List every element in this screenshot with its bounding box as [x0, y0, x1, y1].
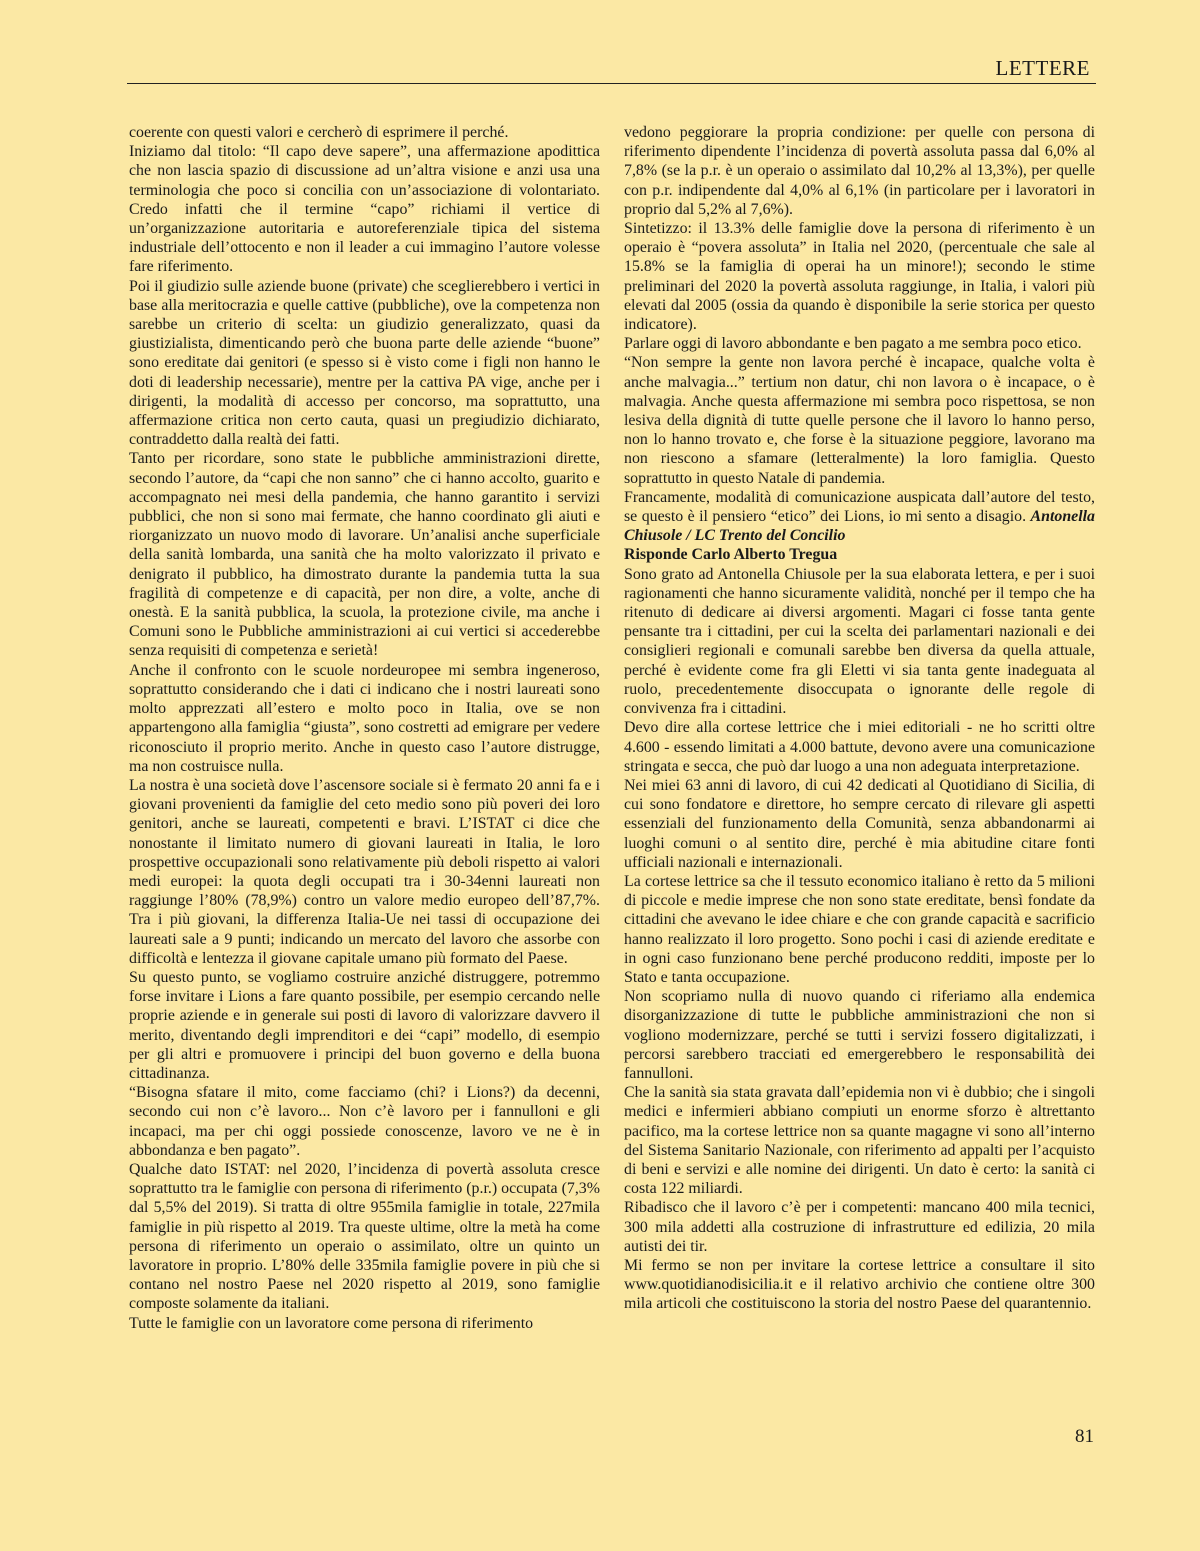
reply-paragraph: Devo dire alla cortese lettrice che i miei editoriali - ne ho scritti oltre 4.600 - essendo limitati a 4.000 battute, devono avere una comunicazione stringata e secca, che può dar luogo a una non adeguata interpretazione. [624, 719, 1095, 775]
paragraph: Su questo punto, se vogliamo costruire anziché distruggere, potremmo forse invitare i Lions a fare quanto possibile, per esempio cercando nelle proprie aziende e in generale sui posti di lavoro di valorizzare davvero il merito, diventando degli imprenditori e dei “capi” modello, di esempio per gli altri e promuovere i principi del buon governo e della buona cittadinanza. [129, 968, 600, 1082]
paragraph: Sintetizzo: il 13.3% delle famiglie dove la persona di riferimento è un operaio è “povera assoluta” in Italia nel 2020, (percentuale che sale al 15.8% se la famiglia di operai ha un minore!); secondo le stime preliminari del 2020 la povertà assoluta raggiunge, in Italia, i valori più elevati dal 2005 (ossia da quando è disponibile la serie storica per questo indicatore). [624, 220, 1095, 334]
closing-text: Francamente, modalità di comunicazione auspicata dall’autore del testo, se questo è il pensiero “etico” dei Lions, io mi sento a disagio. [624, 488, 1095, 526]
paragraph: La nostra è una società dove l’ascensore sociale si è fermato 20 anni fa e i giovani provenienti da famiglie del ceto medio sono più poveri dei loro genitori, anche se laureati, competenti e bravi. L’ISTAT ci dice che nonostante il limitato numero di giovani laureati in Italia, le loro prospettive occupazionali sono relativamente più deboli rispetto ai valori medi europei: la quota degli occupati tra i 30-34enni laureati non raggiunge l’80% (78,9%) contro un valore medio europeo dell’87,7%. Tra i più giovani, la differenza Italia-Ue nei tassi di occupazione dei laureati sale a 9 punti; indicando un mercato del lavoro che assorbe con difficoltà e lentezza il giovane capitale umano più formato del Paese. [129, 776, 600, 967]
paragraph: Iniziamo dal titolo: “Il capo deve sapere”, una affermazione apodittica che non lascia spazio di discussione ad un’altra visione e anzi usa una terminologia che poco si concilia con un’associazione di volontariato. Credo infatti che il termine “capo” richiami il vertice di un’organizzazione autoritaria e autoreferenziale tipica del sistema industriale dell’ottocento e non il leader a cui immagino l’autore volesse fare riferimento. [129, 143, 600, 276]
left-column [129, 123, 600, 1333]
paragraph: Parlare oggi di lavoro abbondante e ben pagato a me sembra poco etico. [624, 335, 1082, 353]
reply-paragraph: Mi fermo se non per invitare la cortese lettrice a consultare il sito www.quotidianodisicilia.it e il relativo archivio che contiene oltre 300 mila articoli che costituiscono la storia del nostro Paese del quarantennio. [624, 1256, 1095, 1313]
page-number: 81 [1075, 1426, 1094, 1447]
closing-paragraph [624, 488, 1095, 546]
reply-paragraph: Non scopriamo nulla di nuovo quando ci riferiamo alla endemica disorganizzazione di tutte le pubbliche amministrazioni che non si vogliono modernizzare, perché se tutti i servizi fossero digitalizzati, i percorsi sarebbero tracciati ed emergerebbero le responsabilità dei fannulloni. [624, 988, 1095, 1082]
header-rule [127, 83, 1096, 84]
letter-signature: Antonella Chiusole / LC Trento del Concilio [624, 508, 1095, 545]
section-title: LETTERE [995, 56, 1090, 80]
reply-paragraph: La cortese lettrice sa che il tessuto economico italiano è retto da 5 milioni di piccole e medie imprese che non sono state ereditate, bensì fondate da cittadini che avevano le idee chiare e che con grande capacità e sacrificio hanno realizzato il loro progetto. Sono pochi i casi di aziende ereditate e in ogni caso funzionano bene perché producono redditi, imposte per lo Stato e tanta occupazione. [624, 872, 1095, 986]
right-column [624, 123, 1095, 1314]
paragraph: Anche il confronto con le scuole nordeuropee mi sembra ingeneroso, soprattutto considerando che i dati ci indicano che i nostri laureati sono molto apprezzati all’estero e molto poco in Italia, ove se non appartengono alla famiglia “giusta”, sono costretti ad emigrare per vedere riconosciuto il proprio merito. Anche in questo caso l’autore distrugge, ma non costruisce nulla. [129, 661, 600, 775]
paragraph: coerente con questi valori e cercherò di esprimere il perché. [129, 124, 509, 141]
paragraph: Tutte le famiglie con un lavoratore come persona di riferimento [129, 1314, 534, 1332]
paragraph: Tanto per ricordare, sono state le pubbliche amministrazioni dirette, secondo l’autore, da “capi che non sanno” che ci hanno accolto, guarito e accompagnato nei mesi della pandemia, che hanno garantito i servizi pubblici, che non si sono mai fermate, che hanno coordinato gli aiuti e riorganizzato un nuovo modo di lavorare. Un’analisi anche superficiale della sanità lombarda, una sanità che ha molto valorizzato il privato e denigrato il pubblico, ha dimostrato durante la pandemia tutta la sua fragilità di competenze e di capacità, per non dire, a volte, anche di onestà. E la sanità pubblica, la scuola, la protezione civile, ma anche i Comuni sono le Pubbliche amministrazioni ai cui vertici si accederebbe senza requisiti di competenza e serietà! [129, 450, 600, 660]
reply-paragraph: Che la sanità sia stata gravata dall’epidemia non vi è dubbio; che i singoli medici e infermieri abbiano compiuti un enorme sforzo è altrettanto pacifico, ma la cortese lettrice non sa quante magagne vi sono all’interno del Sistema Sanitario Nazionale, con riferimento ad appalti per l’acquisto di beni e servizi e alle nomine dei dirigenti. Un dato è certo: la sanità ci costa 122 miliardi. [624, 1084, 1095, 1198]
reply-paragraph: Nei miei 63 anni di lavoro, di cui 42 dedicati al Quotidiano di Sicilia, di cui sono fondatore e direttore, ho sempre cercato di rilevare gli aspetti essenziali del funzionamento della Comunità, senza abbandonarmi ai luoghi comuni o al sentito dire, perché è mia abitudine citare fonti ufficiali nazionali e internazionali. [624, 776, 1095, 871]
paragraph: “Non sempre la gente non lavora perché è incapace, qualche volta è anche malvagia...” tertium non datur, chi non lavora o è incapace, o è malvagia. Anche questa affermazione mi sembra poco rispettosa, se non lesiva della dignità di tutte quelle persone che il lavoro lo hanno perso, non lo hanno trovato e, che forse è la situazione peggiore, lavorano ma non riescono a sfamare (letteralmente) la loro famiglia. Questo soprattutto in questo Natale di pandemia. [624, 354, 1095, 487]
paragraph: vedono peggiorare la propria condizione: per quelle con persona di riferimento dipendente l’incidenza di povertà assoluta passa dal 6,0% al 7,8% (se la p.r. è un operaio o assimilato dal 10,2% al 13,3%), per quelle con p.r. indipendente dal 4,0% al 6,1% (in particolare per i lavoratori in proprio dal 5,2% al 7,6%). [624, 124, 1095, 218]
reply-paragraph: Sono grato ad Antonella Chiusole per la sua elaborata lettera, e per i suoi ragionamenti che hanno sicuramente validità, nonché per il tempo che ha ritenuto di dedicare ai diversi argomenti. Magari ci fosse tanta gente pensante tra i cittadini, per cui la scelta dei parlamentari nazionali e dei consiglieri regionali e comunali sarebbe ben diversa da quella attuale, perché è evidente come fra gli Eletti vi sia tanta gente inadeguata al ruolo, precedentemente disoccupata o ignorante delle regole di convivenza fra i cittadini. [624, 565, 1095, 718]
reply-paragraph: Ribadisco che il lavoro c’è per i competenti: mancano 400 mila tecnici, 300 mila addetti alla costruzione di infrastrutture ed edilizia, 20 mila autisti dei tir. [624, 1199, 1095, 1255]
paragraph: Poi il giudizio sulle aziende buone (private) che sceglierebbero i vertici in base alla meritocrazia e quelle cattive (pubbliche), ove la competenza non sarebbe un criterio di scelta: un giudizio generalizzato, quasi da giustizialista, dimenticando però che buona parte delle aziende “buone” sono ereditate dai genitori (e spesso si è visto come i figli non hanno le doti di leadership necessarie), mentre per la cattiva PA vige, anche per i dirigenti, la modalità di accesso per concorso, ma soprattutto, una affermazione critica non certo cauta, quasi un pregiudizio dichiarato, contraddetto dalla realtà dei fatti. [129, 277, 600, 449]
paragraph: Qualche dato ISTAT: nel 2020, l’incidenza di povertà assoluta cresce soprattutto tra le famiglie con persona di riferimento (p.r.) occupata (7,3% dal 5,5% del 2019). Si tratta di oltre 955mila famiglie in totale, 227mila famiglie in più rispetto al 2019. Tra queste ultime, oltre la metà ha come persona di riferimento un operaio o assimilato, oltre un quinto un lavoratore in proprio. L’80% delle 335mila famiglie povere in più che si contano nel nostro Paese nel 2020 rispetto al 2019, sono famiglie composte solamente da italiani. [129, 1160, 600, 1313]
paragraph: “Bisogna sfatare il mito, come facciamo (chi? i Lions?) da decenni, secondo cui non c’è lavoro... Non c’è lavoro per i fannulloni e gli incapaci, ma per chi oggi possiede conoscenze, lavoro ve ne è in abbondanza e ben pagato”. [129, 1084, 600, 1159]
reply-heading: Risponde Carlo Alberto Tregua [624, 546, 838, 564]
